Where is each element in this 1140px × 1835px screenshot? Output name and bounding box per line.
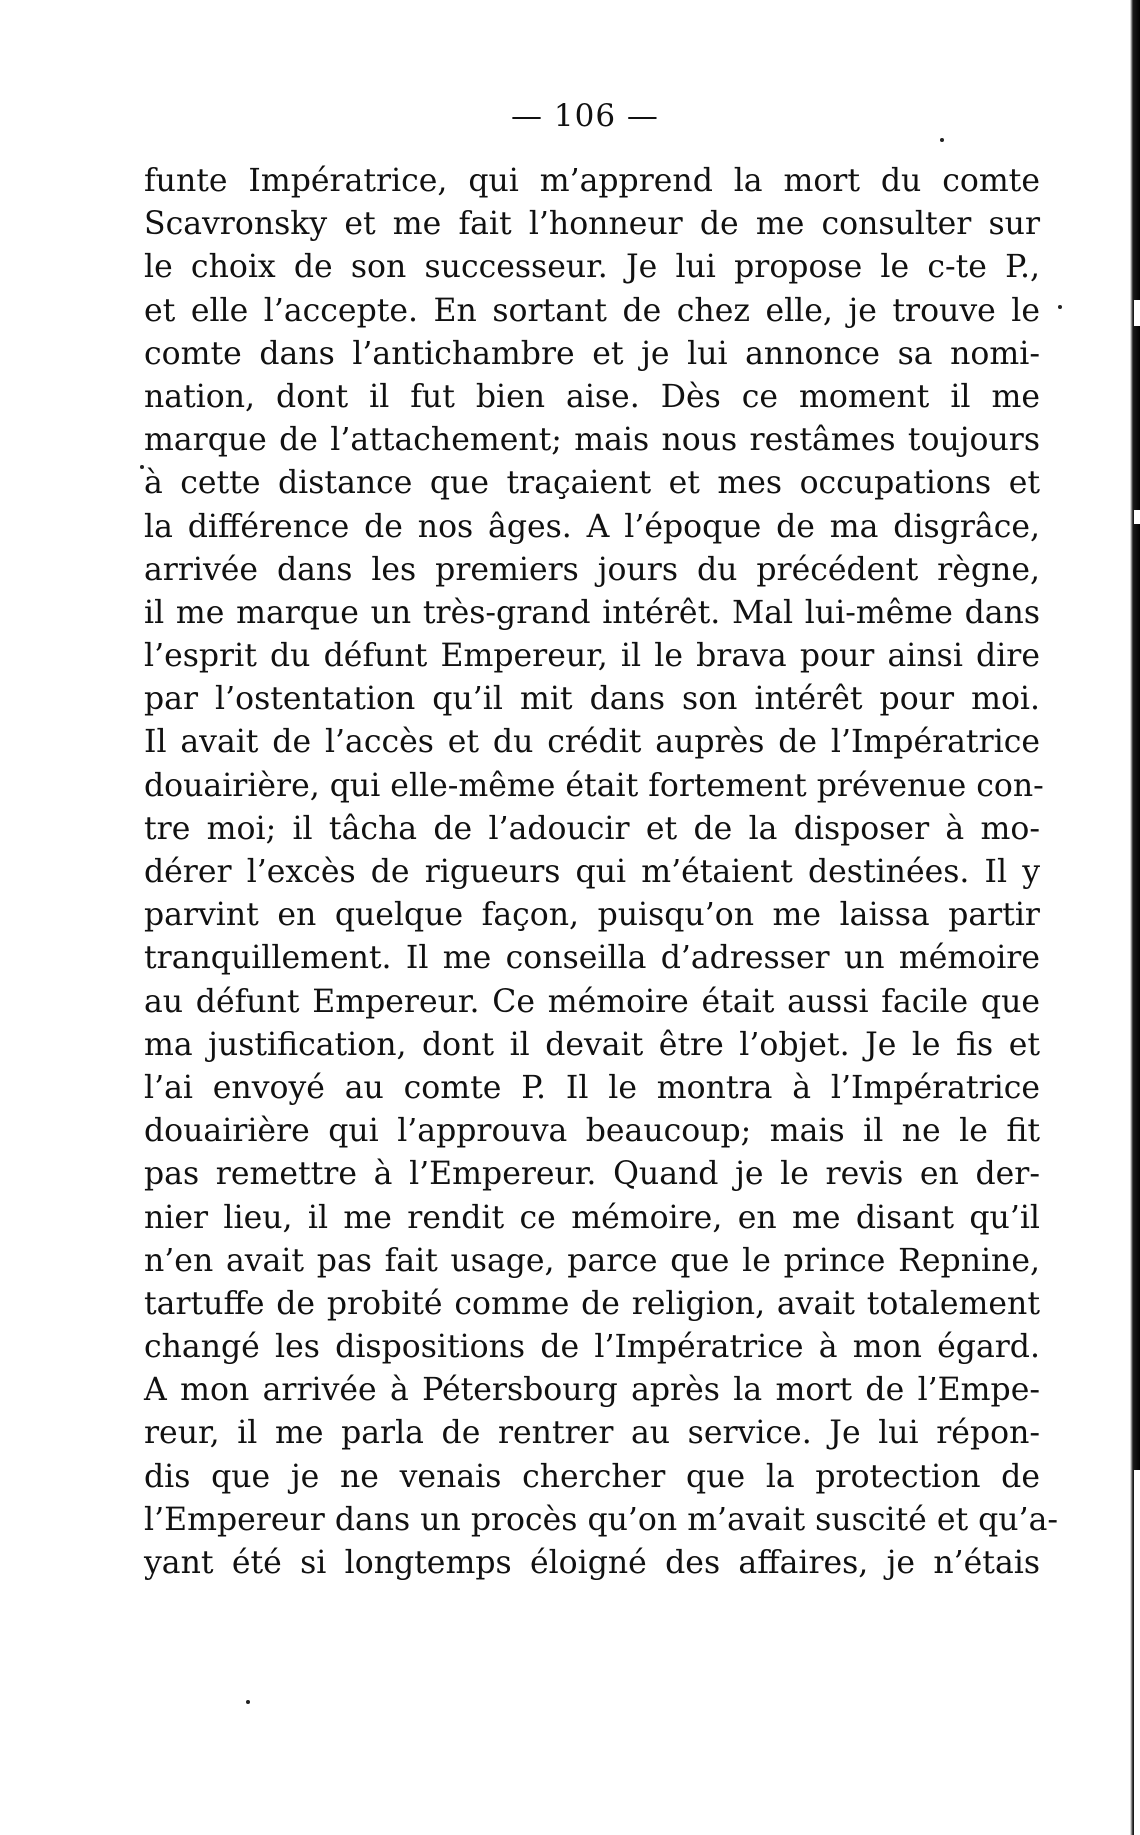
text-line: marque de l’attachement; mais nous restâmes toujours xyxy=(144,422,1040,459)
text-line: par l’ostentation qu’il mit dans son intérêt pour moi. xyxy=(144,681,1040,718)
text-line: reur, il me parla de rentrer au service. Je lui répon- xyxy=(144,1415,1040,1452)
text-line: pas remettre à l’Empereur. Quand je le revis en der- xyxy=(144,1156,1040,1193)
text-line: la différence de nos âges. A l’époque de ma disgrâce, xyxy=(144,508,1040,545)
scan-speck xyxy=(246,1700,250,1704)
scan-speck xyxy=(1058,305,1062,309)
text-line: le choix de son successeur. Je lui propose le c-te P., xyxy=(144,249,1040,286)
text-line: douairière qui l’approuva beaucoup; mais il ne le fit xyxy=(144,1113,1040,1150)
text-line: comte dans l’antichambre et je lui annonce sa nomi- xyxy=(144,335,1040,372)
text-line: n’en avait pas fait usage, parce que le prince Repnine, xyxy=(144,1242,1040,1279)
text-line: dis que je ne venais chercher que la protection de xyxy=(144,1458,1040,1495)
text-line: nier lieu, il me rendit ce mémoire, en me disant qu’il xyxy=(144,1199,1040,1236)
text-line: ma justification, dont il devait être l’objet. Je le fis et xyxy=(144,1026,1040,1063)
body-text xyxy=(144,160,1059,1585)
page-number: — 106 — xyxy=(511,98,659,134)
text-line: douairière, qui elle-même était fortement prévenue con- xyxy=(144,767,1044,804)
text-line: parvint en quelque façon, puisqu’on me laissa partir xyxy=(144,897,1040,934)
text-line: A mon arrivée à Pétersbourg après la mort de l’Empe- xyxy=(144,1372,1040,1409)
text-line: dérer l’excès de rigueurs qui m’étaient destinées. Il y xyxy=(144,854,1040,890)
scan-speck xyxy=(940,138,944,142)
scan-speck xyxy=(140,465,144,469)
text-line: Scavronsky et me fait l’honneur de me consulter sur xyxy=(144,206,1040,243)
text-line: tre moi; il tâcha de l’adoucir et de la disposer à mo- xyxy=(144,810,1040,847)
text-line: nation, dont il fut bien aise. Dès ce moment il me xyxy=(144,378,1040,415)
text-line: au défunt Empereur. Ce mémoire était aussi facile que xyxy=(144,983,1040,1020)
text-line: funte Impératrice, qui m’apprend la mort du comte xyxy=(144,163,1040,199)
text-line: il me marque un très-grand intérêt. Mal lui-même dans xyxy=(144,594,1040,631)
text-line: l’ai envoyé au comte P. Il le montra à l’Impératrice xyxy=(144,1069,1040,1106)
text-line: tartuffe de probité comme de religion, avait totalement xyxy=(144,1285,1040,1322)
page-edge-gap xyxy=(1134,1470,1140,1835)
text-line: yant été si longtemps éloigné des affaires, je n’étais xyxy=(144,1545,1040,1581)
text-line: Il avait de l’accès et du crédit auprès de l’Impératrice xyxy=(144,724,1040,761)
page-edge-gap xyxy=(1134,300,1140,326)
text-line: arrivée dans les premiers jours du précédent règne, xyxy=(144,551,1040,588)
text-line: l’esprit du défunt Empereur, il le brava pour ainsi dire xyxy=(144,638,1040,675)
page-edge-gap xyxy=(1134,510,1140,524)
text-line: à cette distance que traçaient et mes occupations et xyxy=(144,465,1040,502)
text-line: et elle l’accepte. En sortant de chez elle, je trouve le xyxy=(144,292,1040,329)
text-line: l’Empereur dans un procès qu’on m’avait suscité et qu’a- xyxy=(144,1501,1059,1538)
text-line: changé les dispositions de l’Impératrice à mon égard. xyxy=(144,1329,1040,1366)
text-line: tranquillement. Il me conseilla d’adresser un mémoire xyxy=(144,940,1040,977)
